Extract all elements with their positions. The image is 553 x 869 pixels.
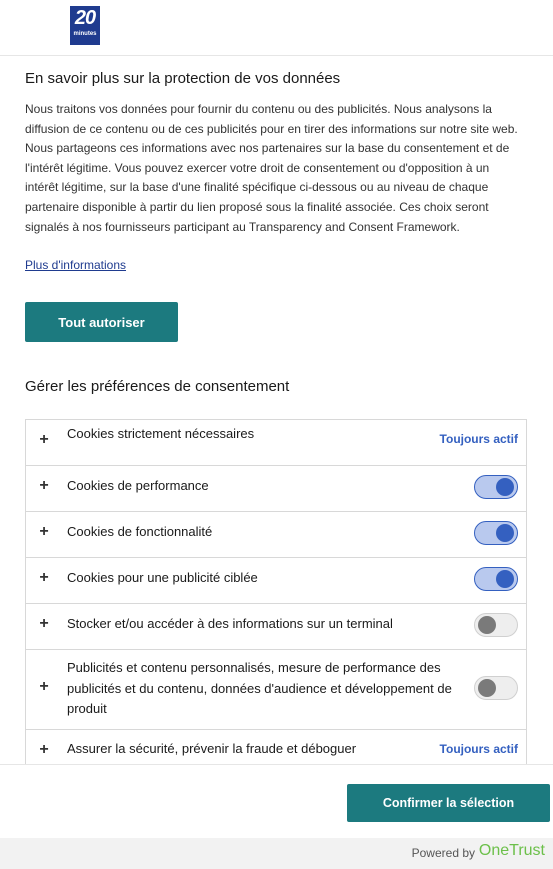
expand-icon[interactable]: + [39, 477, 49, 494]
toggle-knob [496, 570, 514, 588]
consent-scroll-area[interactable] [0, 56, 553, 764]
consent-categories-list [25, 419, 527, 764]
onetrust-logo[interactable]: OneTrust [478, 842, 545, 859]
category-label: Cookies strictement nécessaires [67, 426, 255, 441]
header [0, 0, 553, 56]
category-device-storage[interactable] [26, 604, 526, 650]
consent-preferences-title: Gérer les préférences de consentement [25, 378, 290, 395]
category-personalised-ads[interactable] [26, 650, 526, 730]
performance-toggle[interactable] [474, 475, 518, 499]
personalised-ads-toggle[interactable] [474, 676, 518, 700]
category-label: Cookies de performance [67, 478, 209, 493]
category-label: Cookies de fonctionnalité [67, 524, 213, 539]
always-active-label: Toujours actif [439, 432, 518, 446]
category-label: Stocker et/ou accéder à des informations sur un terminal [67, 616, 393, 631]
category-label: Publicités et contenu personnalisés, mesure de performance des publicités et du contenu, données d'audience et développement de produit [67, 660, 452, 717]
expand-icon[interactable]: + [39, 569, 49, 586]
footer [0, 764, 553, 869]
category-strictly-necessary[interactable] [26, 420, 526, 466]
toggle-knob [478, 616, 496, 634]
category-targeted-ads[interactable] [26, 558, 526, 604]
toggle-knob [478, 679, 496, 697]
category-security[interactable] [26, 730, 526, 764]
functionality-toggle[interactable] [474, 521, 518, 545]
privacy-title: En savoir plus sur la protection de vos données [25, 70, 341, 87]
category-functionality[interactable] [26, 512, 526, 558]
category-label: Cookies pour une publicité ciblée [67, 570, 258, 585]
toggle-knob [496, 478, 514, 496]
logo-word: minutes [73, 31, 97, 37]
device-storage-toggle[interactable] [474, 613, 518, 637]
category-performance[interactable] [26, 466, 526, 512]
expand-icon[interactable]: + [39, 431, 49, 448]
powered-by-bar [0, 838, 553, 869]
privacy-description: Nous traitons vos données pour fournir du contenu ou des publicités. Nous analysons la diffusion de ce contenu ou de ces publicités pour en tirer des informations sur notre site web. Nous partageons ces informations avec nos partenaires sur la base du consentement et de l'intérêt légitime. Vous pouvez exercer votre droit de consentement ou d'opposition à un intérêt légitime, sur la base d'une finalité spécifique ci-dessous ou au niveau de chaque partenaire disponible à partir du lien proposé sous la finalité associée. Ces choix seront signalés à nos fournisseurs participant au Transparency and Consent Framework. [25, 102, 518, 234]
logo-number: 20 [74, 7, 96, 29]
always-active-label: Toujours actif [439, 742, 518, 756]
expand-icon[interactable]: + [39, 678, 49, 695]
expand-icon[interactable]: + [39, 615, 49, 632]
logo-20-minutes [70, 6, 100, 45]
confirm-selection-button[interactable]: Confirmer la sélection [347, 784, 550, 822]
category-label: Assurer la sécurité, prévenir la fraude et déboguer [67, 741, 357, 756]
toggle-knob [496, 524, 514, 542]
expand-icon[interactable]: + [39, 523, 49, 540]
allow-all-button[interactable]: Tout autoriser [25, 302, 178, 342]
more-info-link[interactable]: Plus d'informations [25, 258, 127, 272]
expand-icon[interactable]: + [39, 741, 49, 758]
powered-by-text: Powered by [411, 846, 475, 860]
targeted-ads-toggle[interactable] [474, 567, 518, 591]
